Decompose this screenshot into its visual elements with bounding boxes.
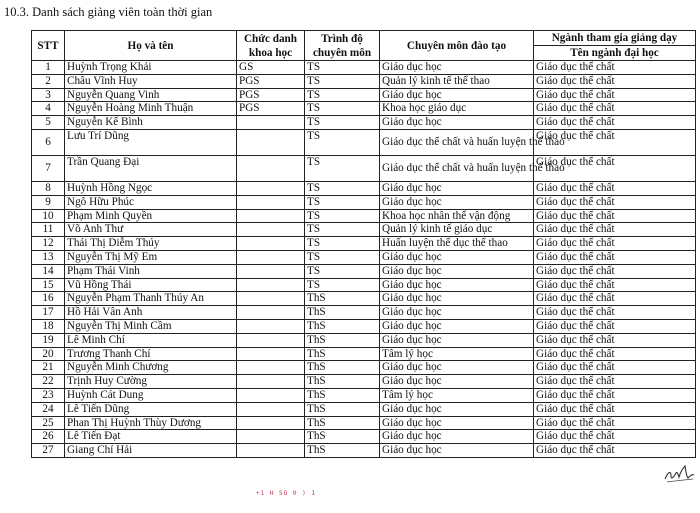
- cell-stt: 1: [32, 61, 65, 75]
- cell-major: Giáo dục thể chất: [534, 181, 696, 195]
- cell-degree: TS: [305, 129, 380, 155]
- cell-stt: 7: [32, 155, 65, 181]
- section-heading: 10.3. Danh sách giảng viên toàn thời gian: [4, 5, 213, 19]
- cell-title: [237, 223, 305, 237]
- cell-title: [237, 155, 305, 181]
- cell-degree: ThS: [305, 388, 380, 402]
- cell-major: Giáo dục thể chất: [534, 347, 696, 361]
- cell-name: Vũ Hồng Thái: [65, 278, 237, 292]
- table-row: [32, 61, 696, 75]
- cell-major: Giáo dục thể chất: [534, 375, 696, 389]
- cell-major: Giáo dục thể chất: [534, 430, 696, 444]
- cell-major: Giáo dục thể chất: [534, 278, 696, 292]
- cell-major: Giáo dục thể chất: [534, 223, 696, 237]
- cell-name: Châu Vĩnh Huy: [65, 74, 237, 88]
- table-row: [32, 306, 696, 320]
- cell-degree: ThS: [305, 375, 380, 389]
- cell-specialty: Khoa học nhân thể vận động: [380, 209, 534, 223]
- table-row: [32, 333, 696, 347]
- cell-specialty: Giáo dục học: [380, 250, 534, 264]
- cell-major: Giáo dục thể chất: [534, 388, 696, 402]
- cell-major: Giáo dục thể chất: [534, 209, 696, 223]
- cell-stt: 21: [32, 361, 65, 375]
- cell-name: Võ Anh Thư: [65, 223, 237, 237]
- cell-stt: 3: [32, 88, 65, 102]
- cell-specialty: Giáo dục học: [380, 264, 534, 278]
- cell-title: [237, 195, 305, 209]
- table-row: [32, 264, 696, 278]
- table-row: [32, 388, 696, 402]
- cell-degree: TS: [305, 116, 380, 130]
- header-stt: STT: [32, 31, 65, 61]
- header-major-name: Tên ngành đại học: [534, 46, 696, 61]
- cell-specialty: Khoa học giáo dục: [380, 102, 534, 116]
- cell-stt: 12: [32, 237, 65, 251]
- cell-degree: TS: [305, 61, 380, 75]
- cell-name: Huỳnh Trọng Khải: [65, 61, 237, 75]
- table-row: [32, 237, 696, 251]
- cell-specialty: Giáo dục học: [380, 361, 534, 375]
- cell-stt: 20: [32, 347, 65, 361]
- cell-stt: 22: [32, 375, 65, 389]
- cell-stt: 14: [32, 264, 65, 278]
- cell-title: [237, 181, 305, 195]
- cell-title: [237, 209, 305, 223]
- header-title: Chức danh khoa học: [237, 31, 305, 61]
- cell-name: Phạm Minh Quyền: [65, 209, 237, 223]
- cell-degree: ThS: [305, 292, 380, 306]
- cell-specialty: Giáo dục học: [380, 278, 534, 292]
- cell-stt: 16: [32, 292, 65, 306]
- cell-major: Giáo dục thể chất: [534, 319, 696, 333]
- cell-title: PGS: [237, 102, 305, 116]
- cell-specialty: Quản lý kinh tế thể thao: [380, 74, 534, 88]
- cell-name: Huỳnh Hồng Ngọc: [65, 181, 237, 195]
- header-name: Họ và tên: [65, 31, 237, 61]
- cell-title: [237, 388, 305, 402]
- table-row: [32, 223, 696, 237]
- table-row: [32, 444, 696, 458]
- table-header-row: [32, 31, 696, 46]
- cell-specialty: Giáo dục học: [380, 88, 534, 102]
- cell-degree: TS: [305, 155, 380, 181]
- cell-degree: TS: [305, 102, 380, 116]
- cell-name: Lưu Trí Dũng: [65, 129, 237, 155]
- cell-specialty: Huấn luyện thể dục thể thao: [380, 237, 534, 251]
- cell-degree: TS: [305, 223, 380, 237]
- cell-stt: 18: [32, 319, 65, 333]
- cell-major: Giáo dục thể chất: [534, 250, 696, 264]
- table-row: [32, 361, 696, 375]
- table-row: [32, 129, 696, 155]
- table-row: [32, 181, 696, 195]
- table-row: [32, 102, 696, 116]
- cell-degree: ThS: [305, 416, 380, 430]
- cell-stt: 4: [32, 102, 65, 116]
- cell-specialty: Giáo dục thể chất và huấn luyện thể thao: [380, 129, 534, 155]
- cell-degree: TS: [305, 195, 380, 209]
- cell-major: Giáo dục thể chất: [534, 195, 696, 209]
- cell-name: Nguyễn Phạm Thanh Thúy An: [65, 292, 237, 306]
- cell-title: [237, 306, 305, 320]
- cell-name: Nguyễn Thị Minh Cầm: [65, 319, 237, 333]
- cell-degree: ThS: [305, 347, 380, 361]
- cell-degree: TS: [305, 250, 380, 264]
- cell-name: Lê Tiến Đạt: [65, 430, 237, 444]
- cell-specialty: Quản lý kinh tế giáo dục: [380, 223, 534, 237]
- lecturer-table: [31, 30, 696, 458]
- table-row: [32, 278, 696, 292]
- table-row: [32, 88, 696, 102]
- cell-specialty: Giáo dục học: [380, 444, 534, 458]
- cell-name: Nguyễn Quang Vinh: [65, 88, 237, 102]
- cell-stt: 10: [32, 209, 65, 223]
- cell-name: Nguyễn Hoàng Minh Thuận: [65, 102, 237, 116]
- cell-name: Lê Tiến Dũng: [65, 402, 237, 416]
- cell-title: [237, 444, 305, 458]
- cell-name: Phan Thị Huỳnh Thùy Dương: [65, 416, 237, 430]
- cell-name: Lê Minh Chí: [65, 333, 237, 347]
- cell-stt: 17: [32, 306, 65, 320]
- cell-major: Giáo dục thể chất: [534, 237, 696, 251]
- cell-major: Giáo dục thể chất: [534, 74, 696, 88]
- table-row: [32, 430, 696, 444]
- cell-specialty: Giáo dục thể chất và huấn luyện thể thao: [380, 155, 534, 181]
- cell-stt: 24: [32, 402, 65, 416]
- cell-major: Giáo dục thể chất: [534, 444, 696, 458]
- cell-degree: TS: [305, 209, 380, 223]
- cell-stt: 26: [32, 430, 65, 444]
- cell-title: [237, 416, 305, 430]
- cell-title: [237, 116, 305, 130]
- cell-major: Giáo dục thể chất: [534, 264, 696, 278]
- cell-name: Nguyễn Thị Mỹ Em: [65, 250, 237, 264]
- cell-title: [237, 250, 305, 264]
- cell-major: Giáo dục thể chất: [534, 102, 696, 116]
- cell-stt: 25: [32, 416, 65, 430]
- cell-name: Trần Quang Đại: [65, 155, 237, 181]
- cell-name: Phạm Thái Vinh: [65, 264, 237, 278]
- header-major-group: Ngành tham gia giảng dạy: [534, 31, 696, 46]
- table-row: [32, 347, 696, 361]
- cell-stt: 23: [32, 388, 65, 402]
- header-degree: Trình độ chuyên môn: [305, 31, 380, 61]
- cell-specialty: Giáo dục học: [380, 195, 534, 209]
- cell-title: PGS: [237, 74, 305, 88]
- cell-degree: ThS: [305, 430, 380, 444]
- cell-specialty: Giáo dục học: [380, 375, 534, 389]
- cell-stt: 19: [32, 333, 65, 347]
- cell-specialty: Giáo dục học: [380, 333, 534, 347]
- cell-title: [237, 402, 305, 416]
- cell-name: Giang Chí Hải: [65, 444, 237, 458]
- cell-title: [237, 278, 305, 292]
- cell-specialty: Giáo dục học: [380, 61, 534, 75]
- cell-stt: 27: [32, 444, 65, 458]
- cell-title: [237, 361, 305, 375]
- table-row: [32, 292, 696, 306]
- cell-stt: 9: [32, 195, 65, 209]
- cell-stt: 13: [32, 250, 65, 264]
- cell-major: Giáo dục thể chất: [534, 333, 696, 347]
- cell-degree: TS: [305, 74, 380, 88]
- cell-degree: ThS: [305, 306, 380, 320]
- cell-title: GS: [237, 61, 305, 75]
- cell-stt: 8: [32, 181, 65, 195]
- cell-name: Hồ Hải Vân Anh: [65, 306, 237, 320]
- page-stamp: +1 H SO 0 ) 1: [256, 490, 316, 497]
- cell-degree: TS: [305, 264, 380, 278]
- table-body: [32, 61, 696, 458]
- cell-specialty: Giáo dục học: [380, 306, 534, 320]
- cell-name: Thái Thị Diễm Thúy: [65, 237, 237, 251]
- cell-title: [237, 333, 305, 347]
- cell-name: Nguyễn Kế Bình: [65, 116, 237, 130]
- table-row: [32, 116, 696, 130]
- cell-stt: 15: [32, 278, 65, 292]
- cell-major: Giáo dục thể chất: [534, 116, 696, 130]
- cell-name: Trịnh Huy Cường: [65, 375, 237, 389]
- table-row: [32, 402, 696, 416]
- cell-title: [237, 430, 305, 444]
- table-row: [32, 195, 696, 209]
- cell-title: [237, 264, 305, 278]
- cell-title: [237, 237, 305, 251]
- table-row: [32, 74, 696, 88]
- cell-title: [237, 347, 305, 361]
- cell-title: [237, 375, 305, 389]
- cell-specialty: Giáo dục học: [380, 292, 534, 306]
- cell-degree: TS: [305, 88, 380, 102]
- cell-major: Giáo dục thể chất: [534, 306, 696, 320]
- cell-title: [237, 292, 305, 306]
- cell-stt: 11: [32, 223, 65, 237]
- cell-name: Huỳnh Cát Dung: [65, 388, 237, 402]
- cell-specialty: Giáo dục học: [380, 181, 534, 195]
- cell-major: Giáo dục thể chất: [534, 129, 696, 155]
- cell-stt: 6: [32, 129, 65, 155]
- cell-title: [237, 319, 305, 333]
- cell-degree: TS: [305, 181, 380, 195]
- cell-title: PGS: [237, 88, 305, 102]
- cell-specialty: Giáo dục học: [380, 116, 534, 130]
- cell-title: [237, 129, 305, 155]
- cell-major: Giáo dục thể chất: [534, 88, 696, 102]
- cell-degree: ThS: [305, 361, 380, 375]
- cell-degree: ThS: [305, 333, 380, 347]
- cell-specialty: Tâm lý học: [380, 388, 534, 402]
- cell-name: Trương Thanh Chí: [65, 347, 237, 361]
- cell-major: Giáo dục thể chất: [534, 155, 696, 181]
- cell-major: Giáo dục thể chất: [534, 361, 696, 375]
- cell-name: Nguyễn Minh Chương: [65, 361, 237, 375]
- cell-specialty: Giáo dục học: [380, 402, 534, 416]
- cell-degree: TS: [305, 278, 380, 292]
- cell-name: Ngô Hữu Phúc: [65, 195, 237, 209]
- cell-stt: 2: [32, 74, 65, 88]
- cell-degree: ThS: [305, 319, 380, 333]
- cell-major: Giáo dục thể chất: [534, 292, 696, 306]
- cell-specialty: Tâm lý học: [380, 347, 534, 361]
- cell-specialty: Giáo dục học: [380, 319, 534, 333]
- table-row: [32, 375, 696, 389]
- header-specialty: Chuyên môn đào tạo: [380, 31, 534, 61]
- cell-specialty: Giáo dục học: [380, 430, 534, 444]
- cell-stt: 5: [32, 116, 65, 130]
- table-row: [32, 155, 696, 181]
- cell-major: Giáo dục thể chất: [534, 61, 696, 75]
- cell-major: Giáo dục thể chất: [534, 402, 696, 416]
- cell-degree: TS: [305, 237, 380, 251]
- table-row: [32, 250, 696, 264]
- table-row: [32, 319, 696, 333]
- cell-degree: ThS: [305, 402, 380, 416]
- table-row: [32, 416, 696, 430]
- table-row: [32, 209, 696, 223]
- signature-icon: [662, 462, 696, 486]
- cell-specialty: Giáo dục học: [380, 416, 534, 430]
- cell-degree: ThS: [305, 444, 380, 458]
- cell-major: Giáo dục thể chất: [534, 416, 696, 430]
